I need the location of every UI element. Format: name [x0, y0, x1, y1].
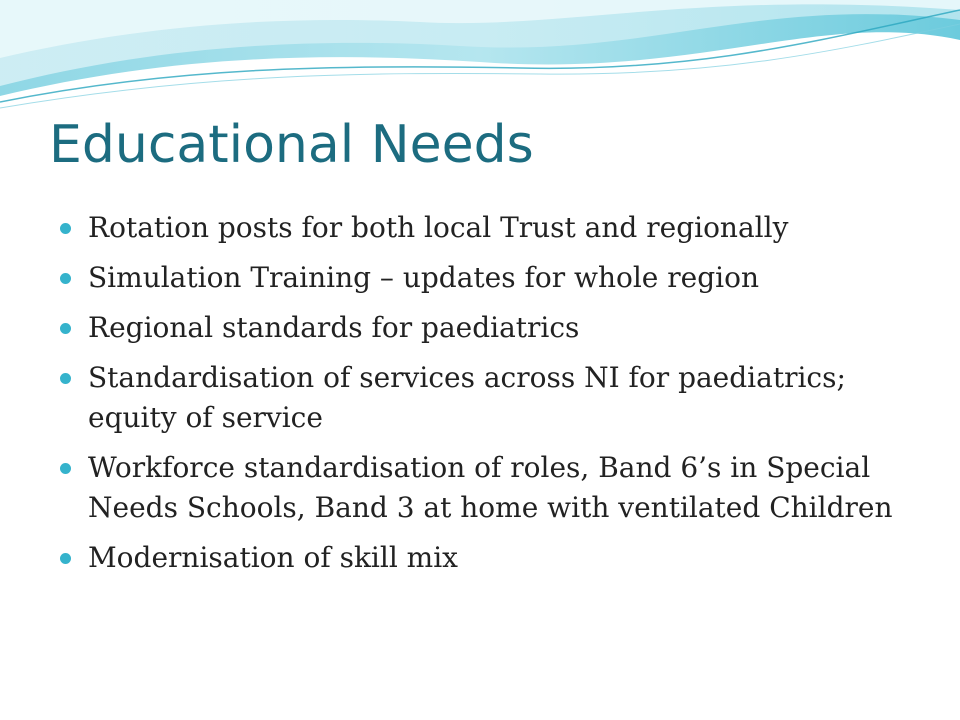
bullet-dot-icon: [60, 323, 71, 334]
list-item: [60, 448, 920, 528]
list-item: [60, 208, 920, 248]
header-wave-decoration: [0, 0, 960, 120]
list-item: [60, 308, 920, 348]
bullet-dot-icon: [60, 273, 71, 284]
bullet-dot-icon: [60, 463, 71, 474]
bullet-text: Regional standards for paediatrics: [88, 311, 580, 344]
bullet-dot-icon: [60, 553, 71, 564]
bullet-text: Rotation posts for both local Trust and regionally: [88, 211, 789, 244]
bullet-text: Modernisation of skill mix: [88, 541, 458, 574]
bullet-list: [60, 208, 920, 588]
list-item: [60, 358, 920, 438]
bullet-text: Standardisation of services across NI for paediatrics; equity of service: [88, 361, 846, 434]
bullet-dot-icon: [60, 373, 71, 384]
page-title: Educational Needs: [49, 115, 534, 175]
bullet-dot-icon: [60, 223, 71, 234]
list-item: [60, 538, 920, 578]
bullet-text: Workforce standardisation of roles, Band 6’s in Special Needs Schools, Band 3 at home with ventilated Children: [88, 451, 893, 524]
bullet-text: Simulation Training – updates for whole region: [88, 261, 760, 294]
list-item: [60, 258, 920, 298]
